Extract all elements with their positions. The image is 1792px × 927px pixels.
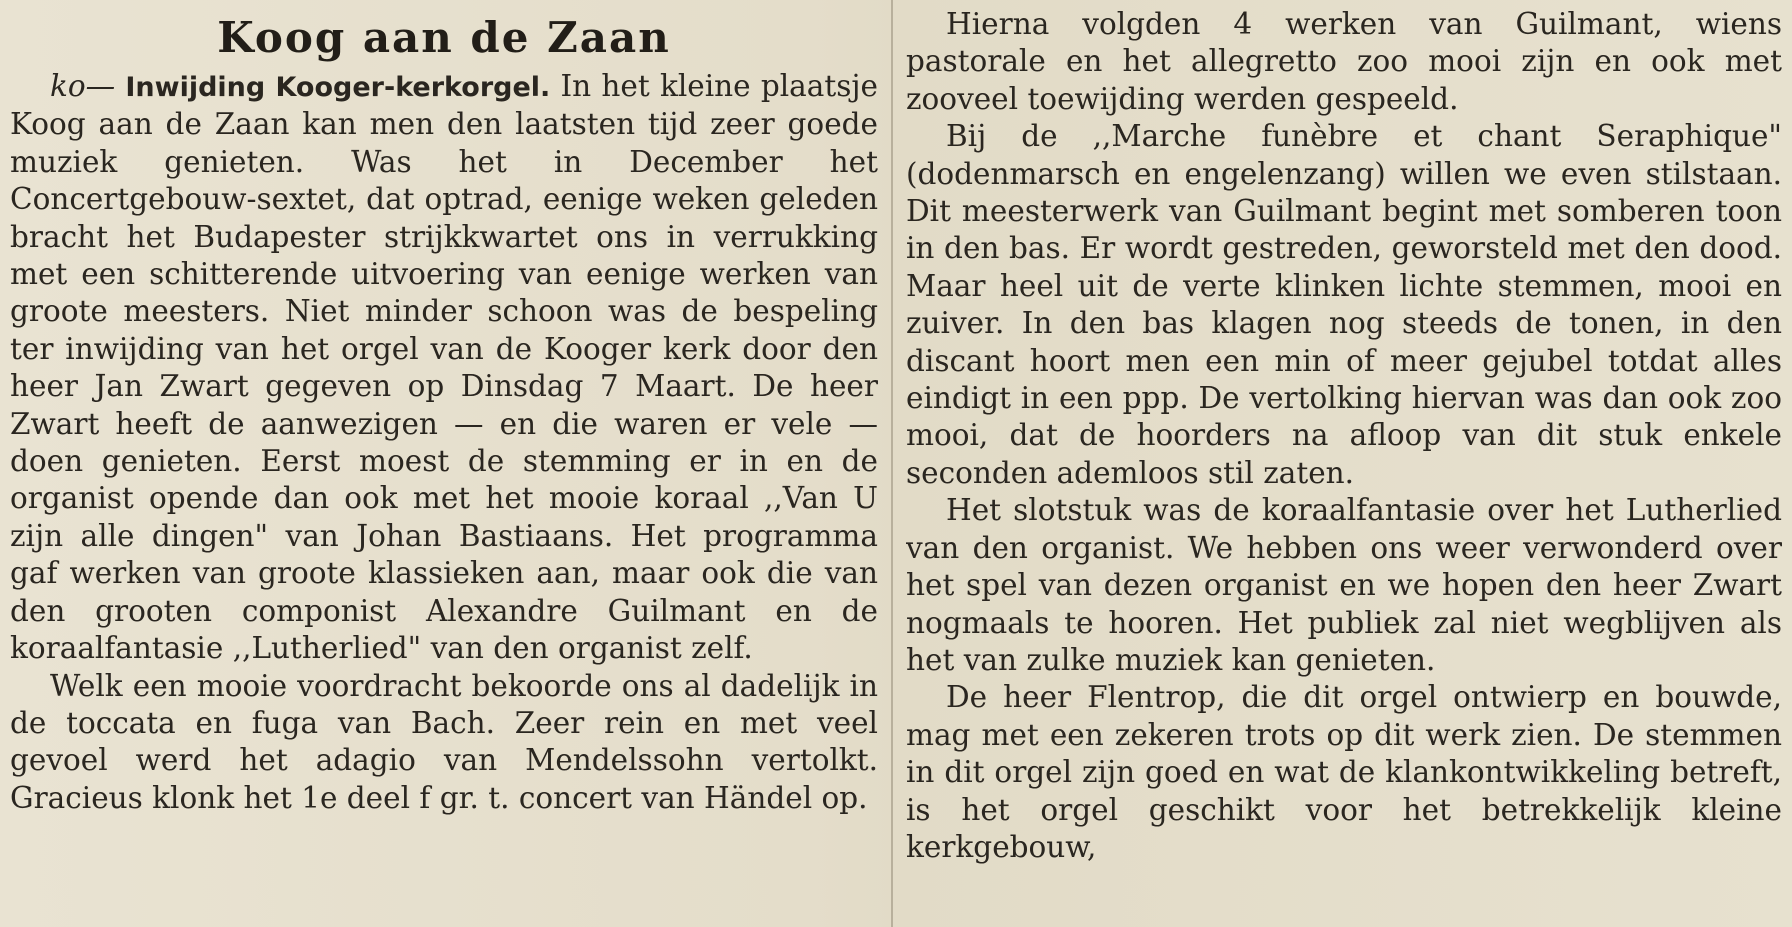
paragraph-text: In het kleine plaatsje Koog aan de Zaan kan men den laatsten tijd zeer goede muziek genieten. Was het in December het Concertgebouw-sextet, dat optrad, eenige weken geleden bracht het Budapester strijkkwartet ons in verrukking met een schitterende uitvoering van eenige werken van groote meesters. Niet minder schoon was de bespeling ter inwijding van het orgel van de Kooger kerk door den heer Jan Zwart gegeven op Dinsdag 7 Maart. De heer Zwart heeft de aanwezigen — en die waren er vele — doen genieten. Eerst moest de stemming er in en de organist opende dan ook met het mooie koraal ,,Van U zijn alle dingen" van Johan Bastiaans. Het programma gaf werken van groote klassieken aan, maar ook die van den grooten componist Alexandre Guilmant en de koraalfantasie ,,Lutherlied" van den organist zelf. xyxy=(10,69,878,666)
article-paragraph xyxy=(10,68,878,668)
byline: ko— xyxy=(50,69,116,103)
headline: Koog aan de Zaan xyxy=(217,13,671,62)
article-paragraph: Bij de ,,Marche funèbre et chant Seraphique" (dodenmarsch en engelenzang) willen we even stilstaan. Dit meesterwerk van Guilmant begint met somberen toon in den bas. Er wordt gestreden, geworsteld met den dood. Maar heel uit de verte klinken lichte stemmen, mooi en zuiver. In den bas klagen nog steeds de tonen, in den discant hoort men een min of meer gejubel totdat alles eindigt in een ppp. De vertolking hiervan was dan ook zoo mooi, dat de hoorders na afloop van dit stuk enkele seconden ademloos stil zaten. xyxy=(906,119,1782,490)
left-column xyxy=(10,6,878,927)
article-paragraph: Hierna volgden 4 werken van Guilmant, wiens pastorale en het allegretto zoo mooi zijn en ook met zooveel toewijding werden gespeeld. xyxy=(906,7,1782,116)
lead-title: Inwijding Kooger-kerkorgel. xyxy=(125,72,551,103)
right-column xyxy=(906,6,1782,927)
article-paragraph: Welk een mooie voordracht bekoorde ons al dadelijk in de toccata en fuga van Bach. Zeer rein en met veel gevoel werd het adagio van Mendelssohn vertolkt. Gracieus klonk het 1e deel f gr. t. concert van Händel op. xyxy=(10,668,878,815)
column-divider xyxy=(891,0,893,927)
article-paragraph: De heer Flentrop, die dit orgel ontwierp en bouwde, mag met een zekeren trots op dit werk zien. De stemmen in dit orgel zijn goed en wat de klankontwikkeling betreft, is het orgel geschikt voor het betrekkelijk kleine kerkgebouw, xyxy=(906,680,1782,864)
article-paragraph: Het slotstuk was de koraalfantasie over het Lutherlied van den organist. We hebben ons weer verwonderd over het spel van dezen organist en we hopen den heer Zwart nogmaals te hooren. Het publiek zal niet wegblijven als het van zulke muziek kan genieten. xyxy=(906,493,1782,677)
